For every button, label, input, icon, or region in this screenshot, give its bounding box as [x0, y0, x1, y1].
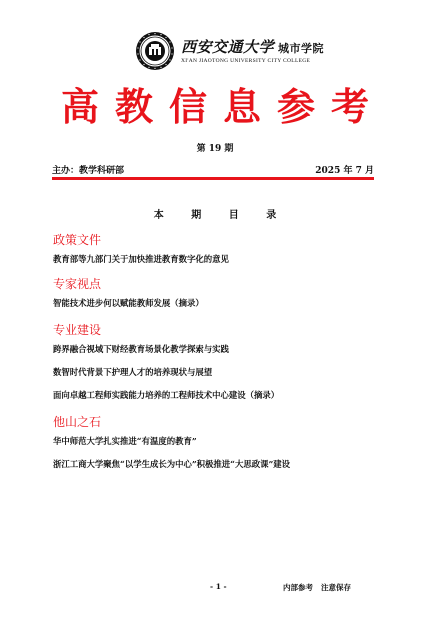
school-logo — [135, 31, 355, 71]
toc-item[interactable]: 教育部等九部门关于加快推进教育数字化的意见 — [53, 254, 229, 264]
section-heading-policy: 政策文件 — [53, 233, 102, 247]
section-heading-references: 他山之石 — [53, 415, 102, 429]
school-name — [181, 36, 324, 57]
school-name-sub: 城市学院 — [278, 42, 325, 55]
university-seal-icon — [135, 31, 175, 71]
issue-number: 第 19 期 — [196, 144, 234, 154]
footer-note — [283, 582, 351, 593]
toc-title: 本 期 目 录 — [153, 210, 289, 221]
toc-item[interactable]: 浙江工商大学聚焦“以学生成长为中心”积极推进“大思政课”建设 — [53, 459, 291, 469]
toc-item[interactable]: 面向卓越工程师实践能力培养的工程师技术中心建设（摘录） — [53, 390, 280, 400]
footer-note-keep: 注意保存 — [321, 583, 351, 592]
meta-row — [52, 163, 374, 176]
footer-note-internal: 内部参考 — [283, 583, 313, 592]
school-name-english: XI'AN JIAOTONG UNIVERSITY CITY COLLEGE — [181, 58, 311, 64]
red-divider — [52, 177, 374, 180]
page-number: - 1 - — [210, 582, 227, 591]
toc-item[interactable]: 数智时代背景下护理人才的培养现状与展望 — [53, 367, 213, 377]
toc-item[interactable]: 智能技术进步何以赋能教师发展（摘录） — [53, 298, 204, 308]
section-heading-major: 专业建设 — [53, 323, 102, 337]
school-name-main: 西安交通大学 — [181, 38, 275, 56]
host-label: 主办：教学科研部 — [52, 166, 125, 176]
publication-date: 2025 年 7 月 — [315, 166, 374, 176]
toc-item[interactable]: 华中师范大学扎实推进“有温度的教育” — [53, 436, 197, 446]
section-heading-expert: 专家视点 — [53, 277, 102, 291]
publication-title: 高教信息参考 — [60, 85, 385, 129]
toc-item[interactable]: 跨界融合视域下财经教育场景化教学探索与实践 — [53, 344, 229, 354]
